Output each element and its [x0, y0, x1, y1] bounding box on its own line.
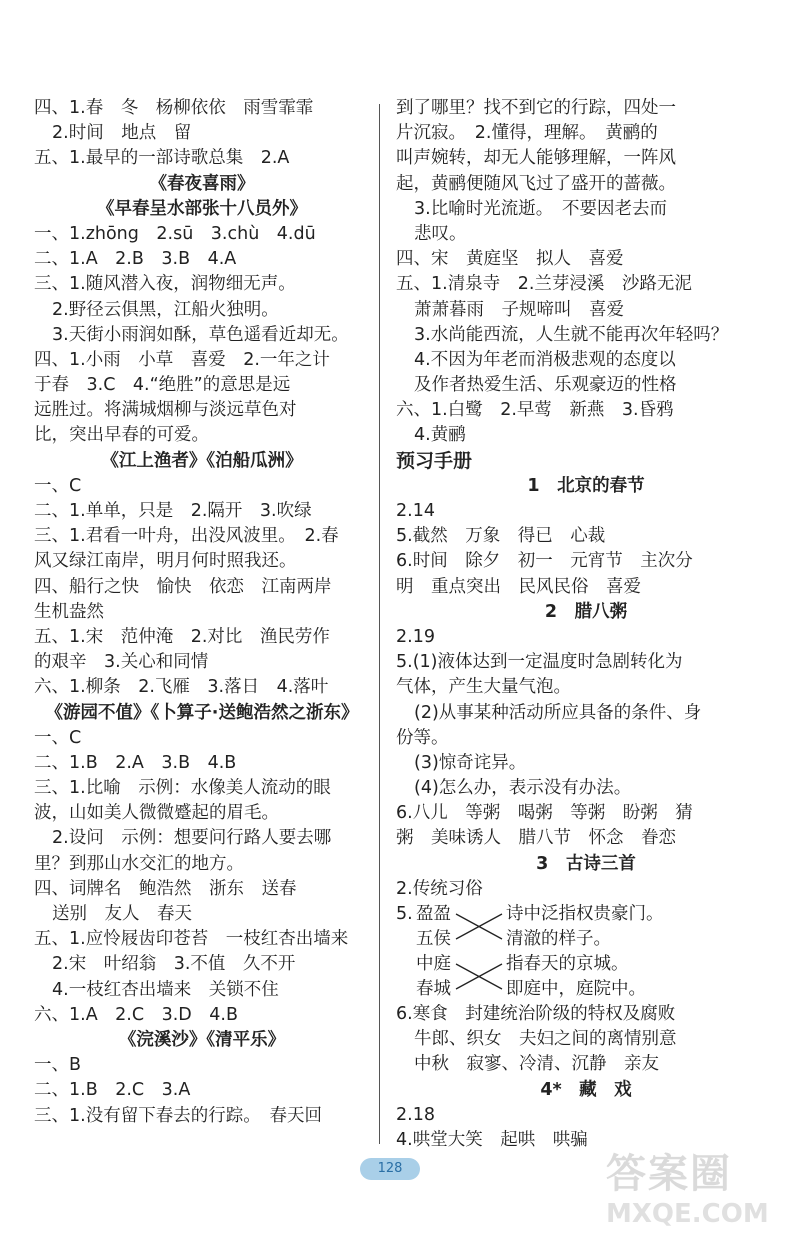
- answer-line: 起，黄鹂便随风飞过了盛开的蔷薇。: [396, 173, 676, 194]
- answer-line: (2)从事某种活动所应具备的条件、身: [414, 702, 702, 723]
- answer-line: 4.黄鹂: [414, 425, 466, 446]
- answer-line: 二、1.B 2.C 3.A: [34, 1080, 191, 1101]
- answer-line: 于春 3.C 4.“绝胜”的意思是远: [34, 375, 291, 396]
- answer-line: 2.宋 叶绍翁 3.不值 久不开: [52, 954, 296, 975]
- answer-line: 2.野径云俱黑，江船火独明。: [52, 299, 279, 320]
- answer-line: 比，突出早春的可爱。: [34, 425, 209, 446]
- section-heading: 1 北京的春节: [527, 475, 645, 496]
- answer-line: 2.14: [396, 501, 435, 521]
- answer-line: 四、船行之快 愉快 依恋 江南两岸: [34, 576, 332, 597]
- part-heading: 预习手册: [396, 449, 473, 472]
- answer-line: 生机盎然: [34, 601, 104, 622]
- answer-line: 6.时间 除夕 初一 元宵节 主次分: [396, 551, 693, 572]
- answer-line: 粥 美味诱人 腊八节 怀念 眷恋: [396, 828, 676, 849]
- left-column: [34, 96, 370, 1129]
- section-heading: 3 古诗三首: [536, 853, 636, 874]
- answer-line: (3)惊奇诧异。: [414, 752, 527, 773]
- matching-left-item: 春城: [416, 979, 451, 999]
- section-heading: 《早春呈水部张十八员外》: [97, 198, 307, 219]
- answer-line: 一、1.zhōng 2.sū 3.chù 4.dū: [34, 223, 316, 244]
- answer-line: 四、宋 黄庭坚 拟人 喜爱: [396, 249, 624, 270]
- answer-line: 6.八儿 等粥 喝粥 等粥 盼粥 猜: [396, 803, 693, 824]
- watermark-logo: [606, 1150, 796, 1242]
- answer-line: 中秋 寂寥、冷清、沉静 亲友: [414, 1054, 659, 1075]
- answer-line: 2.时间 地点 留: [52, 123, 192, 144]
- answer-line: 二、1.A 2.B 3.B 4.A: [34, 249, 237, 270]
- answer-line: 2.19: [396, 626, 435, 647]
- matching-right-item: 清澈的样子。: [506, 929, 611, 949]
- answer-line: 3.天街小雨润如酥，草色遥看近却无。: [52, 324, 349, 345]
- answer-line: 三、1.比喻 示例：水像美人流动的眼: [34, 778, 331, 799]
- matching-left-item: 中庭: [416, 954, 451, 974]
- watermark-url: MXQE.COM: [606, 1199, 769, 1229]
- matching-right-item: 诗中泛指权贵豪门。: [506, 904, 664, 924]
- answer-line: 一、C: [34, 727, 82, 748]
- matching-lines: [454, 902, 504, 1002]
- answer-line: 4.哄堂大笑 起哄 哄骗: [396, 1129, 588, 1150]
- answer-line: 片沉寂。 2.懂得，理解。 黄鹂的: [396, 123, 658, 144]
- watermark-title: 答案圈: [606, 1151, 732, 1197]
- answer-line: 5.(1)液体达到一定温度时急剧转化为: [396, 652, 683, 673]
- answer-line: 气体，产生大量气泡。: [396, 677, 571, 698]
- answer-line: 牛郎、织女 夫妇之间的离情别意: [414, 1029, 677, 1050]
- answer-line: 2.传统习俗: [396, 878, 483, 899]
- answer-line: 6.寒食 封建统治阶级的特权及腐败: [396, 1004, 676, 1024]
- section-heading: 《游园不值》《卜算子·送鲍浩然之浙东》: [45, 702, 359, 723]
- section-heading: 《浣溪沙》《清平乐》: [118, 1029, 286, 1050]
- answer-line: 及作者热爱生活、乐观豪迈的性格: [414, 375, 677, 396]
- answer-line: 悲叹。: [414, 223, 467, 244]
- answer-line: (4)怎么办，表示没有办法。: [414, 778, 632, 799]
- answer-line: 份等。: [396, 727, 449, 748]
- page-number: 128: [360, 1158, 420, 1180]
- section-heading: 2 腊八粥: [544, 601, 628, 622]
- answer-line: 二、1.B 2.A 3.B 4.B: [34, 752, 237, 773]
- answer-line: 3.水尚能西流，人生就不能再次年轻吗？: [414, 324, 729, 345]
- matching-left-item: 五侯: [416, 929, 451, 949]
- answer-line: 的艰辛 3.关心和同情: [34, 652, 209, 673]
- answer-line: 四、1.小雨 小草 喜爱 2.一年之计: [34, 349, 330, 370]
- answer-line: 三、1.君看一叶舟，出没风波里。 2.春: [34, 526, 339, 547]
- answer-line: 3.比喻时光流逝。 不要因老去而: [414, 198, 667, 219]
- answer-line: 波，山如美人微微蹙起的眉毛。: [34, 803, 279, 824]
- right-column-bottom: [396, 1002, 776, 1153]
- answer-line: 2.设问 示例：想要问行路人要去哪: [52, 828, 332, 849]
- answer-line: 三、1.没有留下春去的行踪。 春天回: [34, 1105, 322, 1126]
- answer-line: 六、1.白鹭 2.早莺 新燕 3.昏鸦: [396, 400, 674, 421]
- section-heading: 《春夜喜雨》: [149, 173, 255, 194]
- answer-line: 送别 友人 春天: [52, 904, 192, 924]
- answer-line: 明 重点突出 民风民俗 喜爱: [396, 576, 641, 597]
- answer-line: 五、1.清泉寺 2.兰芽浸溪 沙路无泥: [396, 274, 692, 295]
- section-heading: 《江上渔者》《泊船瓜洲》: [101, 450, 303, 471]
- answer-line: 五、1.应怜屐齿印苍苔 一枝红杏出墙来: [34, 929, 349, 950]
- answer-line: 一、C: [34, 475, 82, 496]
- answer-line: 三、1.随风潜入夜，润物细无声。: [34, 274, 296, 295]
- matching-right-item: 即庭中，庭院中。: [506, 979, 646, 999]
- answer-line: 五、1.最早的一部诗歌总集 2.A: [34, 148, 290, 169]
- answer-line: 里？到那山水交汇的地方。: [34, 853, 244, 874]
- answer-line: 二、1.单单，只是 2.隔开 3.吹绿: [34, 501, 312, 521]
- matching-left-item: 盈盈: [416, 904, 451, 924]
- matching-exercise: [396, 902, 776, 1002]
- answer-line: 到了哪里？找不到它的行踪，四处一: [396, 98, 676, 118]
- answer-line: 风又绿江南岸，明月何时照我还。: [34, 551, 297, 572]
- answer-line: 六、1.柳条 2.飞雁 3.落日 4.落叶: [34, 677, 329, 698]
- answer-line: 四、词牌名 鲍浩然 浙东 送春: [34, 878, 297, 899]
- answer-line: 2.18: [396, 1104, 435, 1125]
- answer-line: 4.一枝红杏出墙来 关锁不住: [52, 979, 279, 1000]
- right-column-top: [396, 96, 776, 902]
- answer-line: 五、1.宋 范仲淹 2.对比 渔民劳作: [34, 626, 330, 647]
- right-column: [396, 96, 776, 1153]
- column-divider: [379, 104, 380, 1144]
- answer-line: 叫声婉转，却无人能够理解，一阵风: [396, 148, 676, 169]
- answer-line: 四、1.春 冬 杨柳依依 雨雪霏霏: [34, 98, 314, 118]
- answer-line: 4.不因为年老而消极悲观的态度以: [414, 349, 676, 370]
- answer-line: 远胜过。将满城烟柳与淡远草色对: [34, 400, 297, 421]
- matching-prefix: 5.: [396, 904, 413, 924]
- answer-line: 5.截然 万象 得已 心裁: [396, 526, 606, 547]
- answer-line: 一、B: [34, 1055, 82, 1076]
- section-heading: 4* 藏 戏: [540, 1079, 632, 1100]
- answer-line: 六、1.A 2.C 3.D 4.B: [34, 1004, 238, 1025]
- matching-right-item: 指春天的京城。: [506, 954, 629, 974]
- answer-line: 萧萧暮雨 子规啼叫 喜爱: [414, 299, 624, 320]
